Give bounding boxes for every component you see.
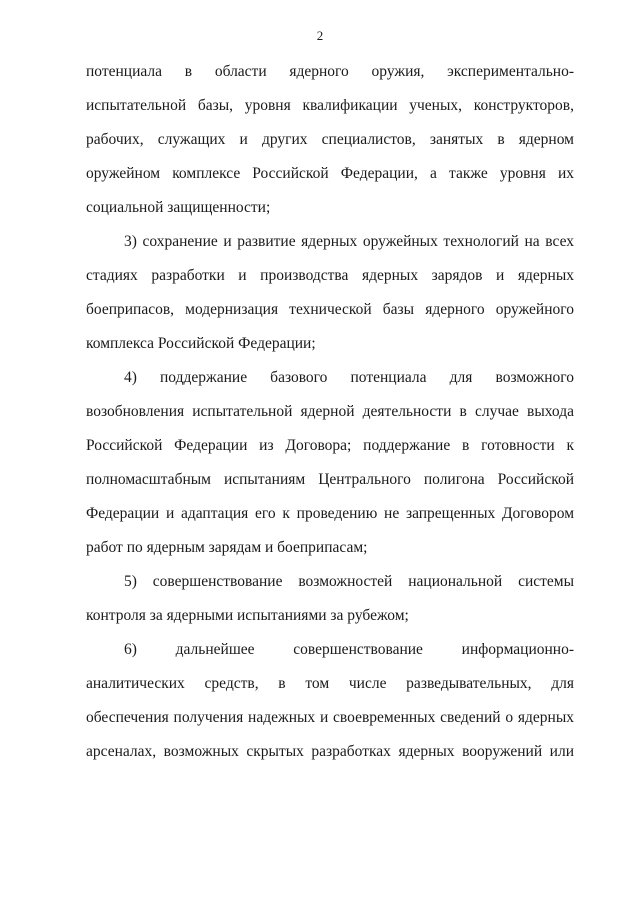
paragraph-4-line-2: контроля за ядерными испытаниями за рубежом; bbox=[86, 607, 409, 624]
paragraph-2-line-4: комплекса Российской Федерации; bbox=[86, 335, 316, 352]
page-number: 2 bbox=[316, 28, 324, 43]
paragraph-2-line-2: стадиях разработки и производства ядерных зарядов и ядерных bbox=[86, 267, 574, 284]
paragraph-3-line-5: Федерации и адаптация его к проведению не запрещенных Договором bbox=[86, 505, 574, 522]
paragraph-3-line-2: возобновления испытательной ядерной деятельности в случае выхода bbox=[86, 403, 574, 420]
paragraph-5-line-4: арсеналах, возможных скрытых разработках ядерных вооружений или bbox=[86, 743, 574, 760]
paragraph-5-line-3: обеспечения получения надежных и своевременных сведений о ядерных bbox=[86, 709, 574, 726]
paragraph-3-line-6: работ по ядерным зарядам и боеприпасам; bbox=[86, 539, 368, 556]
paragraph-3-line-4: полномасштабным испытаниям Центрального полигона Российской bbox=[86, 471, 574, 488]
paragraph-4-line-1: 5) совершенствование возможностей национальной системы bbox=[124, 573, 574, 590]
paragraph-3-line-3: Российской Федерации из Договора; поддержание в готовности к bbox=[86, 437, 574, 454]
paragraph-5-line-2: аналитических средств, в том числе разведывательных, для bbox=[86, 675, 574, 692]
paragraph-1-line-5: социальной защищенности; bbox=[86, 199, 271, 216]
paragraph-3-line-1: 4) поддержание базового потенциала для возможного bbox=[124, 369, 574, 386]
paragraph-1-line-2: испытательной базы, уровня квалификации ученых, конструкторов, bbox=[86, 97, 574, 114]
paragraph-1-line-4: оружейном комплексе Российской Федерации, а также уровня их bbox=[86, 165, 574, 182]
paragraph-1-line-3: рабочих, служащих и других специалистов, занятых в ядерном bbox=[86, 131, 574, 148]
document-body bbox=[86, 55, 574, 769]
paragraph-5-line-1: 6) дальнейшее совершенствование информационно- bbox=[124, 641, 574, 658]
paragraph-2-line-1: 3) сохранение и развитие ядерных оружейных технологий на всех bbox=[124, 233, 574, 250]
paragraph-1-line-1: потенциала в области ядерного оружия, экспериментально- bbox=[86, 63, 574, 80]
paragraph-2-line-3: боеприпасов, модернизация технической базы ядерного оружейного bbox=[86, 301, 574, 318]
